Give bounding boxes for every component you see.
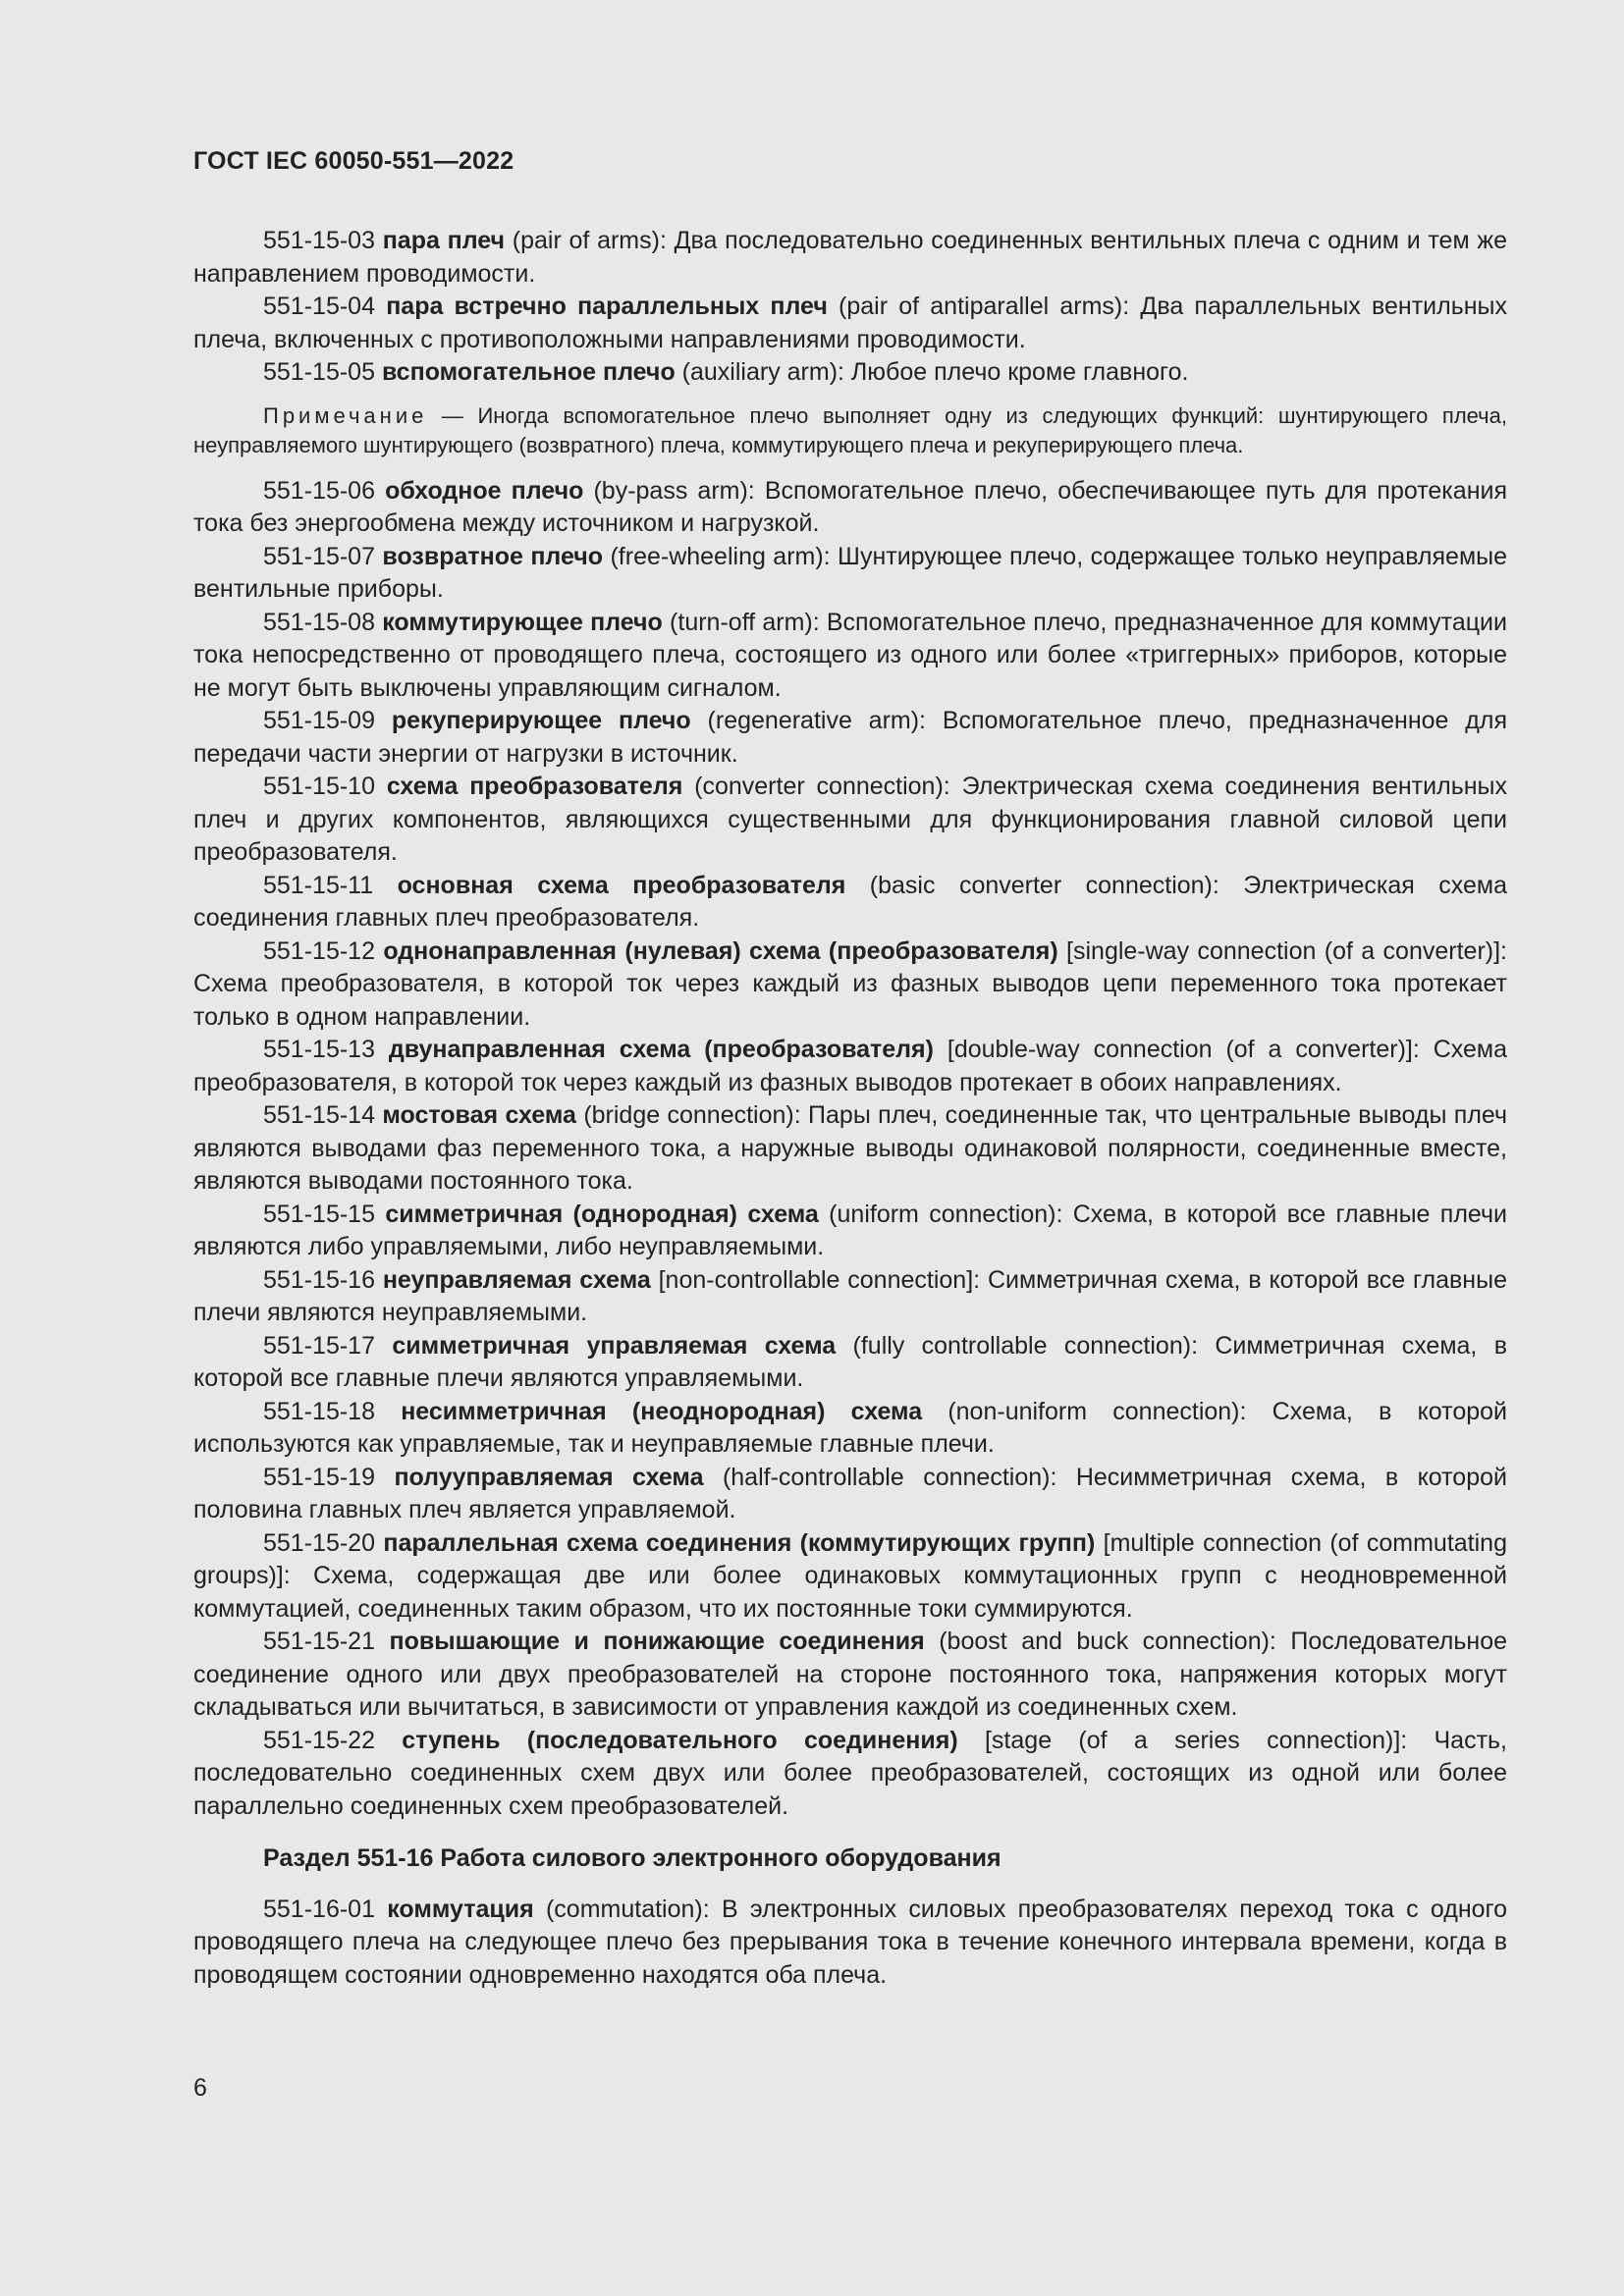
- entry-term: пара встречно параллельных плеч: [386, 293, 828, 320]
- entry-term: несимметричная (неоднородная) схема: [401, 1397, 923, 1425]
- entries-group-b: [193, 475, 1507, 1824]
- entry-code: 551-15-10: [263, 773, 375, 800]
- entry-term: рекуперирующее плечо: [391, 707, 691, 734]
- entry-code: 551-15-12: [263, 936, 375, 965]
- term-entry: [193, 935, 1507, 1035]
- entry-code: 551-15-18: [263, 1397, 375, 1425]
- entry-term: двунаправленная схема (преобразователя): [388, 1036, 934, 1063]
- term-entry: [193, 1330, 1507, 1396]
- entry-definition: (uniform connection): Схема, в которой все главные плечи являются либо управляемыми, либо неуправляемыми.: [193, 1200, 1507, 1260]
- entry-code: 551-15-19: [263, 1463, 375, 1491]
- entries-group-a: [193, 225, 1507, 390]
- entry-definition: (auxiliary arm): Любое плечо кроме главного.: [675, 358, 1189, 386]
- document-body: [193, 225, 1507, 1992]
- term-entry: [193, 1894, 1507, 1993]
- entry-term: параллельная схема соединения (коммутирующих групп): [383, 1528, 1096, 1557]
- section-heading: Раздел 551-16 Работа силового электронного оборудования: [263, 1844, 1001, 1872]
- entry-code: 551-15-14: [263, 1101, 375, 1129]
- term-entry: [193, 356, 1507, 390]
- entry-code: 551-15-05: [263, 358, 375, 386]
- entry-definition: [multiple connection (of commutating groups)]: Схема, содержащая две или более одинаковых коммутационных групп с неодновременной коммутацией, соединенных таким образом, что их постоянные токи суммируются.: [193, 1528, 1507, 1623]
- entry-term: возвратное плечо: [382, 542, 604, 570]
- entry-code: 551-15-15: [263, 1200, 375, 1228]
- entry-definition: (commutation): В электронных силовых преобразователях переход тока с одного проводящего плеча на следующее плечо без прерывания тока в течение конечного интервала времени, когда в проводящем состоянии одновременно находятся оба плеча.: [193, 1895, 1507, 1989]
- entry-code: 551-15-08: [263, 608, 375, 636]
- entry-definition: (pair of arms): Два последовательно соединенных вентильных плеча с одним и тем же направлением проводимости.: [193, 227, 1507, 288]
- term-entry: [193, 1396, 1507, 1462]
- entry-code: 551-15-21: [263, 1628, 375, 1655]
- note: [193, 401, 1507, 461]
- entry-term: повышающие и понижающие соединения: [389, 1628, 925, 1655]
- term-entry: [193, 1626, 1507, 1725]
- entry-code: 551-15-13: [263, 1036, 375, 1063]
- entry-term: обходное плечо: [385, 476, 584, 505]
- entries-group-c: [193, 1894, 1507, 1993]
- note-text: — Иногда вспомогательное плечо выполняет одну из следующих функций: шунтирующего плеча, неуправляемого шунтирующего (возвратного) плеча, коммутирующего плеча и рекуперирующего плеча.: [193, 402, 1507, 457]
- entry-term: коммутирующее плечо: [382, 608, 663, 636]
- entry-term: схема преобразователя: [386, 773, 683, 800]
- entry-definition: (by-pass arm): Вспомогательное плечо, обеспечивающее путь для протекания тока без энергообмена между источником и нагрузкой.: [193, 476, 1508, 537]
- entry-term: ступень (последовательного соединения): [402, 1726, 958, 1754]
- entry-code: 551-15-03: [263, 227, 375, 254]
- page-header: ГОСТ IEC 60050-551—2022: [193, 147, 514, 175]
- entry-term: полууправляемая схема: [394, 1463, 704, 1491]
- entry-code: 551-15-22: [263, 1726, 375, 1754]
- entry-definition: (basic converter connection): Электрическая схема соединения главных плеч преобразователя.: [193, 871, 1508, 932]
- term-entry: [193, 705, 1507, 771]
- entry-code: 551-15-09: [263, 707, 375, 734]
- entry-term: пара плеч: [382, 227, 506, 254]
- entry-definition: (converter connection): Электрическая схема соединения вентильных плеч и других компонентов, являющихся существенными для функционирования главной силовой цепи преобразователя.: [193, 773, 1507, 866]
- term-entry: [193, 1264, 1507, 1330]
- term-entry: [193, 225, 1507, 291]
- entry-definition: [double-way connection (of a converter)]: Схема преобразователя, в которой ток через каждый из фазных выводов протекает в обоих направлениях.: [193, 1036, 1507, 1096]
- entry-definition: (boost and buck connection): Последовательное соединение одного или двух преобразователей на стороне постоянного тока, напряжения которых могут складываться или вычитаться, в зависимости от управления каждой из соединенных схем.: [193, 1628, 1507, 1721]
- entry-term: мостовая схема: [382, 1101, 576, 1129]
- entry-term: однонаправленная (нулевая) схема (преобразователя): [383, 936, 1058, 965]
- term-entry: [193, 541, 1507, 607]
- page-number: 6: [193, 2074, 207, 2102]
- entry-definition: (bridge connection): Пары плеч, соединенные так, что центральные выводы плеч являются выводами фаз переменного тока, а наружные выводы одинаковой полярности, соединенные вместе, являются выводами постоянного тока.: [193, 1101, 1508, 1195]
- term-entry: [193, 291, 1507, 356]
- entry-code: 551-15-04: [263, 293, 375, 320]
- entry-term: основная схема преобразователя: [397, 871, 846, 899]
- term-entry: [193, 1527, 1507, 1627]
- entry-term: коммутация: [387, 1895, 534, 1923]
- entry-definition: (regenerative arm): Вспомогательное плечо, предназначенное для передачи части энергии от нагрузки в источник.: [193, 707, 1507, 768]
- entry-definition: [single-way connection (of a converter)]: Схема преобразователя, в которой ток через каждый из фазных выводов цепи переменного тока протекает только в одном направлении.: [193, 936, 1507, 1031]
- entry-term: неуправляемая схема: [382, 1265, 651, 1294]
- entry-definition: (pair of antiparallel arms): Два параллельных вентильных плеча, включенных с противоположными направлениями проводимости.: [193, 293, 1508, 353]
- term-entry: [193, 1199, 1507, 1264]
- term-entry: [193, 607, 1507, 706]
- entry-code: 551-15-07: [263, 542, 375, 570]
- term-entry: [193, 870, 1507, 935]
- entry-definition: (non-uniform connection): Схема, в которой используются как управляемые, так и неуправляемые главные плечи.: [193, 1397, 1507, 1458]
- entry-term: симметричная (однородная) схема: [385, 1200, 819, 1228]
- term-entry: [193, 1034, 1507, 1099]
- entry-code: 551-15-17: [263, 1331, 375, 1360]
- entry-code: 551-15-06: [263, 476, 375, 505]
- term-entry: [193, 1725, 1507, 1824]
- entry-definition: [stage (of a series connection)]: Часть, последовательно соединенных схем двух или более преобразователей, состоящих из одной или более параллельно соединенных схем преобразователей.: [193, 1726, 1508, 1820]
- entry-definition: [non-controllable connection]: Симметричная схема, в которой все главные плечи являются неуправляемыми.: [193, 1265, 1507, 1326]
- entry-code: 551-16-01: [263, 1895, 375, 1923]
- entry-definition: (fully controllable connection): Симметричная схема, в которой все главные плечи являются управляемыми.: [193, 1331, 1507, 1392]
- entry-term: симметричная управляемая схема: [392, 1331, 837, 1360]
- note-label: Примечание: [263, 402, 428, 428]
- term-entry: [193, 475, 1507, 541]
- term-entry: [193, 771, 1507, 870]
- entry-code: 551-15-11: [263, 871, 374, 899]
- entry-term: вспомогательное плечо: [381, 358, 676, 386]
- entry-definition: (half-controllable connection): Несимметричная схема, в которой половина главных плеч является управляемой.: [193, 1463, 1507, 1523]
- entry-code: 551-15-16: [263, 1265, 375, 1294]
- entry-code: 551-15-20: [263, 1528, 375, 1557]
- term-entry: [193, 1462, 1507, 1527]
- entry-definition: (free-wheeling arm): Шунтирующее плечо, содержащее только неуправляемые вентильные приборы.: [193, 542, 1508, 603]
- term-entry: [193, 1099, 1507, 1199]
- entry-definition: (turn-off arm): Вспомогательное плечо, предназначенное для коммутации тока непосредственно от проводящего плеча, состоящего из одного или более «триггерных» приборов, которые не могут быть выключены управляющим сигналом.: [193, 608, 1507, 702]
